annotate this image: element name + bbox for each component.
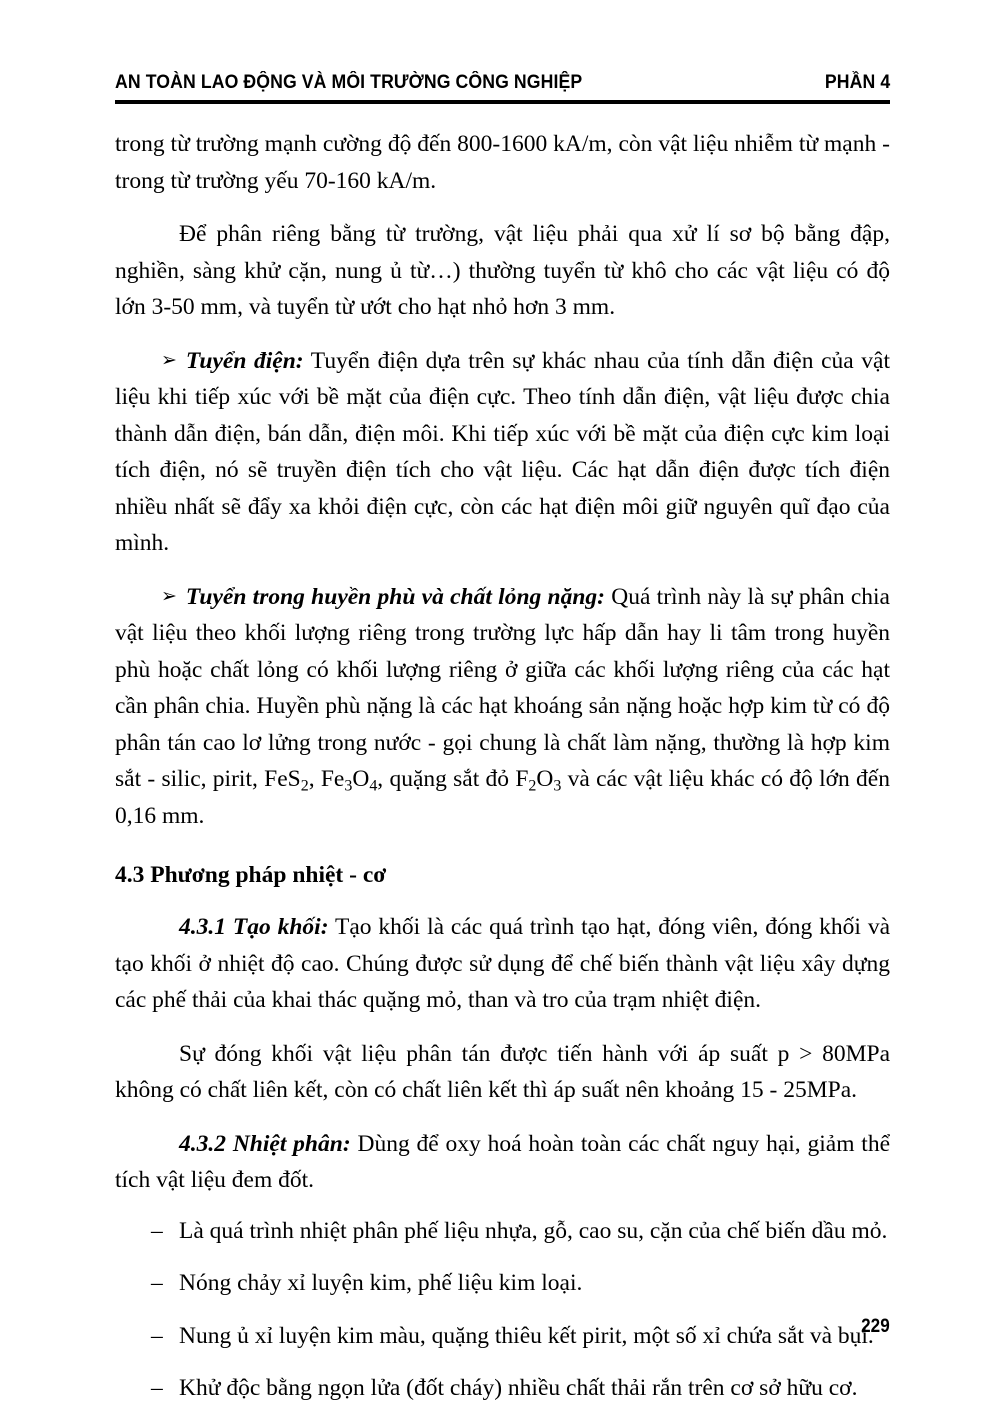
- dash-list: [115, 1213, 890, 1407]
- paragraph-4-3-2: [115, 1126, 890, 1199]
- paragraph-tuyen-dien: [115, 343, 890, 562]
- heading-4-3: 4.3 Phương pháp nhiệt - cơ: [115, 862, 387, 888]
- lead-in-tuyen-dien: Tuyển điện:: [185, 347, 304, 374]
- running-header-part: PHẦN 4: [824, 72, 890, 93]
- paragraph-continuation: trong từ trường mạnh cường độ đến 800-1600 kA/m, còn vật liệu nhiễm từ mạnh - trong từ trường yếu 70-160 kA/m.: [115, 131, 890, 194]
- arrow-bullet-icon: ➢: [161, 584, 177, 607]
- dash-bullet-icon: –: [151, 1322, 163, 1349]
- paragraph-tuyen-huyen-phu: [115, 579, 890, 835]
- lead-in-tuyen-huyen-phu: Tuyển trong huyền phù và chất lỏng nặng:: [185, 583, 605, 610]
- list-item-text: Là quá trình nhiệt phân phế liệu nhựa, gỗ, cao su, cặn của chế biến dầu mỏ.: [179, 1217, 888, 1244]
- running-header-title: AN TOÀN LAO ĐỘNG VÀ MÔI TRƯỜNG CÔNG NGHIỆP: [115, 72, 583, 93]
- list-item-text: Khử độc bằng ngọn lửa (đốt cháy) nhiều chất thải rắn trên cơ sở hữu cơ.: [179, 1375, 858, 1401]
- list-item-text: Nung ủ xỉ luyện kim màu, quặng thiêu kết pirit, một số xỉ chứa sắt và bụi.: [179, 1322, 874, 1349]
- text-suspension-part2: , Fe: [308, 766, 345, 792]
- running-header: [115, 72, 890, 94]
- page-number: 229: [861, 1316, 890, 1337]
- list-item: [115, 1213, 890, 1250]
- formula-f2o3-oxygen: O: [536, 766, 554, 792]
- arrow-bullet-icon: ➢: [161, 348, 177, 371]
- dash-bullet-icon: –: [151, 1217, 163, 1244]
- dash-bullet-icon: –: [151, 1375, 163, 1401]
- text-4-3-1: Tạo khối là các quá trình tạo hạt, đóng viên, đóng khối và tạo khối ở nhiệt độ cao. Chúng được sử dụng để chế biến thành vật liệu xây dựng các phế thải của khai thác quặng mỏ, than và tro của trạm nhiệt điện.: [115, 914, 891, 1013]
- list-item: [115, 1318, 890, 1355]
- lead-in-4-3-1: 4.3.1 Tạo khối:: [179, 914, 329, 940]
- text-tuyen-dien: Tuyển điện dựa trên sự khác nhau của tính dẫn điện của vật liệu khi tiếp xúc với bề mặt của điện cực. Theo tính dẫn điện, vật liệu được chia thành dẫn điện, bán dẫn, điện môi. Khi tiếp xúc với bề mặt của điện cực kim loại tích điện, nó sẽ truyền điện tích cho vật liệu. Các hạt dẫn điện được tích điện nhiều nhất sẽ đẩy xa khỏi điện cực, còn các hạt điện môi giữ nguyên quĩ đạo của mình.: [115, 347, 891, 556]
- body-text-column: [115, 126, 890, 1407]
- paragraph-4-3-1: [115, 909, 890, 1019]
- formula-fe3o4-subscript-3: 3: [344, 777, 353, 795]
- formula-fe3o4-subscript-4: 4: [369, 777, 378, 795]
- text-suspension-part4: và các vật liệu khác có độ lớn đến 0,16 mm.: [115, 766, 890, 829]
- formula-f2o3-subscript-2: 2: [528, 777, 537, 795]
- formula-f2o3-subscript-3: 3: [553, 777, 562, 795]
- lead-in-4-3-2: 4.3.2 Nhiệt phân:: [179, 1130, 351, 1157]
- dash-bullet-icon: –: [151, 1270, 163, 1296]
- formula-fe3o4-oxygen: O: [352, 766, 370, 792]
- text-suspension-part3: , quặng sắt đỏ F: [377, 766, 529, 792]
- list-item-text: Nóng chảy xỉ luyện kim, phế liệu kim loại.: [179, 1270, 583, 1296]
- paragraph-pressure: Sự đóng khối vật liệu phân tán được tiến hành với áp suất p > 80MPa không có chất liên kết, còn có chất liên kết thì áp suất nên khoảng 15 - 25MPa.: [115, 1040, 890, 1103]
- formula-fes2-subscript: 2: [300, 777, 309, 795]
- paragraph-magnetic-separation: Để phân riêng bằng từ trường, vật liệu phải qua xử lí sơ bộ bằng đập, nghiền, sàng khử cặn, nung ủ từ…) thường tuyển từ khô cho các vật liệu có độ lớn 3-50 mm, và tuyển từ ướt cho hạt nhỏ hơn 3 mm.: [115, 221, 890, 320]
- text-suspension-part1: Quá trình này là sự phân chia vật liệu theo khối lượng riêng trong trường lực hấp dẫn hay li tâm trong huyền phù hoặc chất lỏng có khối lượng riêng ở giữa các khối lượng riêng của các hạt cần phân chia. Huyền phù nặng là các hạt khoáng sản nặng hoặc hợp kim từ có độ phân tán cao lơ lửng trong nước - gọi chung là chất làm nặng, thường là hợp kim sắt - silic, pirit, FeS: [115, 583, 890, 792]
- list-item: [115, 1265, 890, 1302]
- header-divider-rule: [115, 100, 890, 104]
- list-item: [115, 1370, 890, 1407]
- text-4-3-2: Dùng để oxy hoá hoàn toàn các chất nguy hại, giảm thể tích vật liệu đem đốt.: [115, 1130, 891, 1193]
